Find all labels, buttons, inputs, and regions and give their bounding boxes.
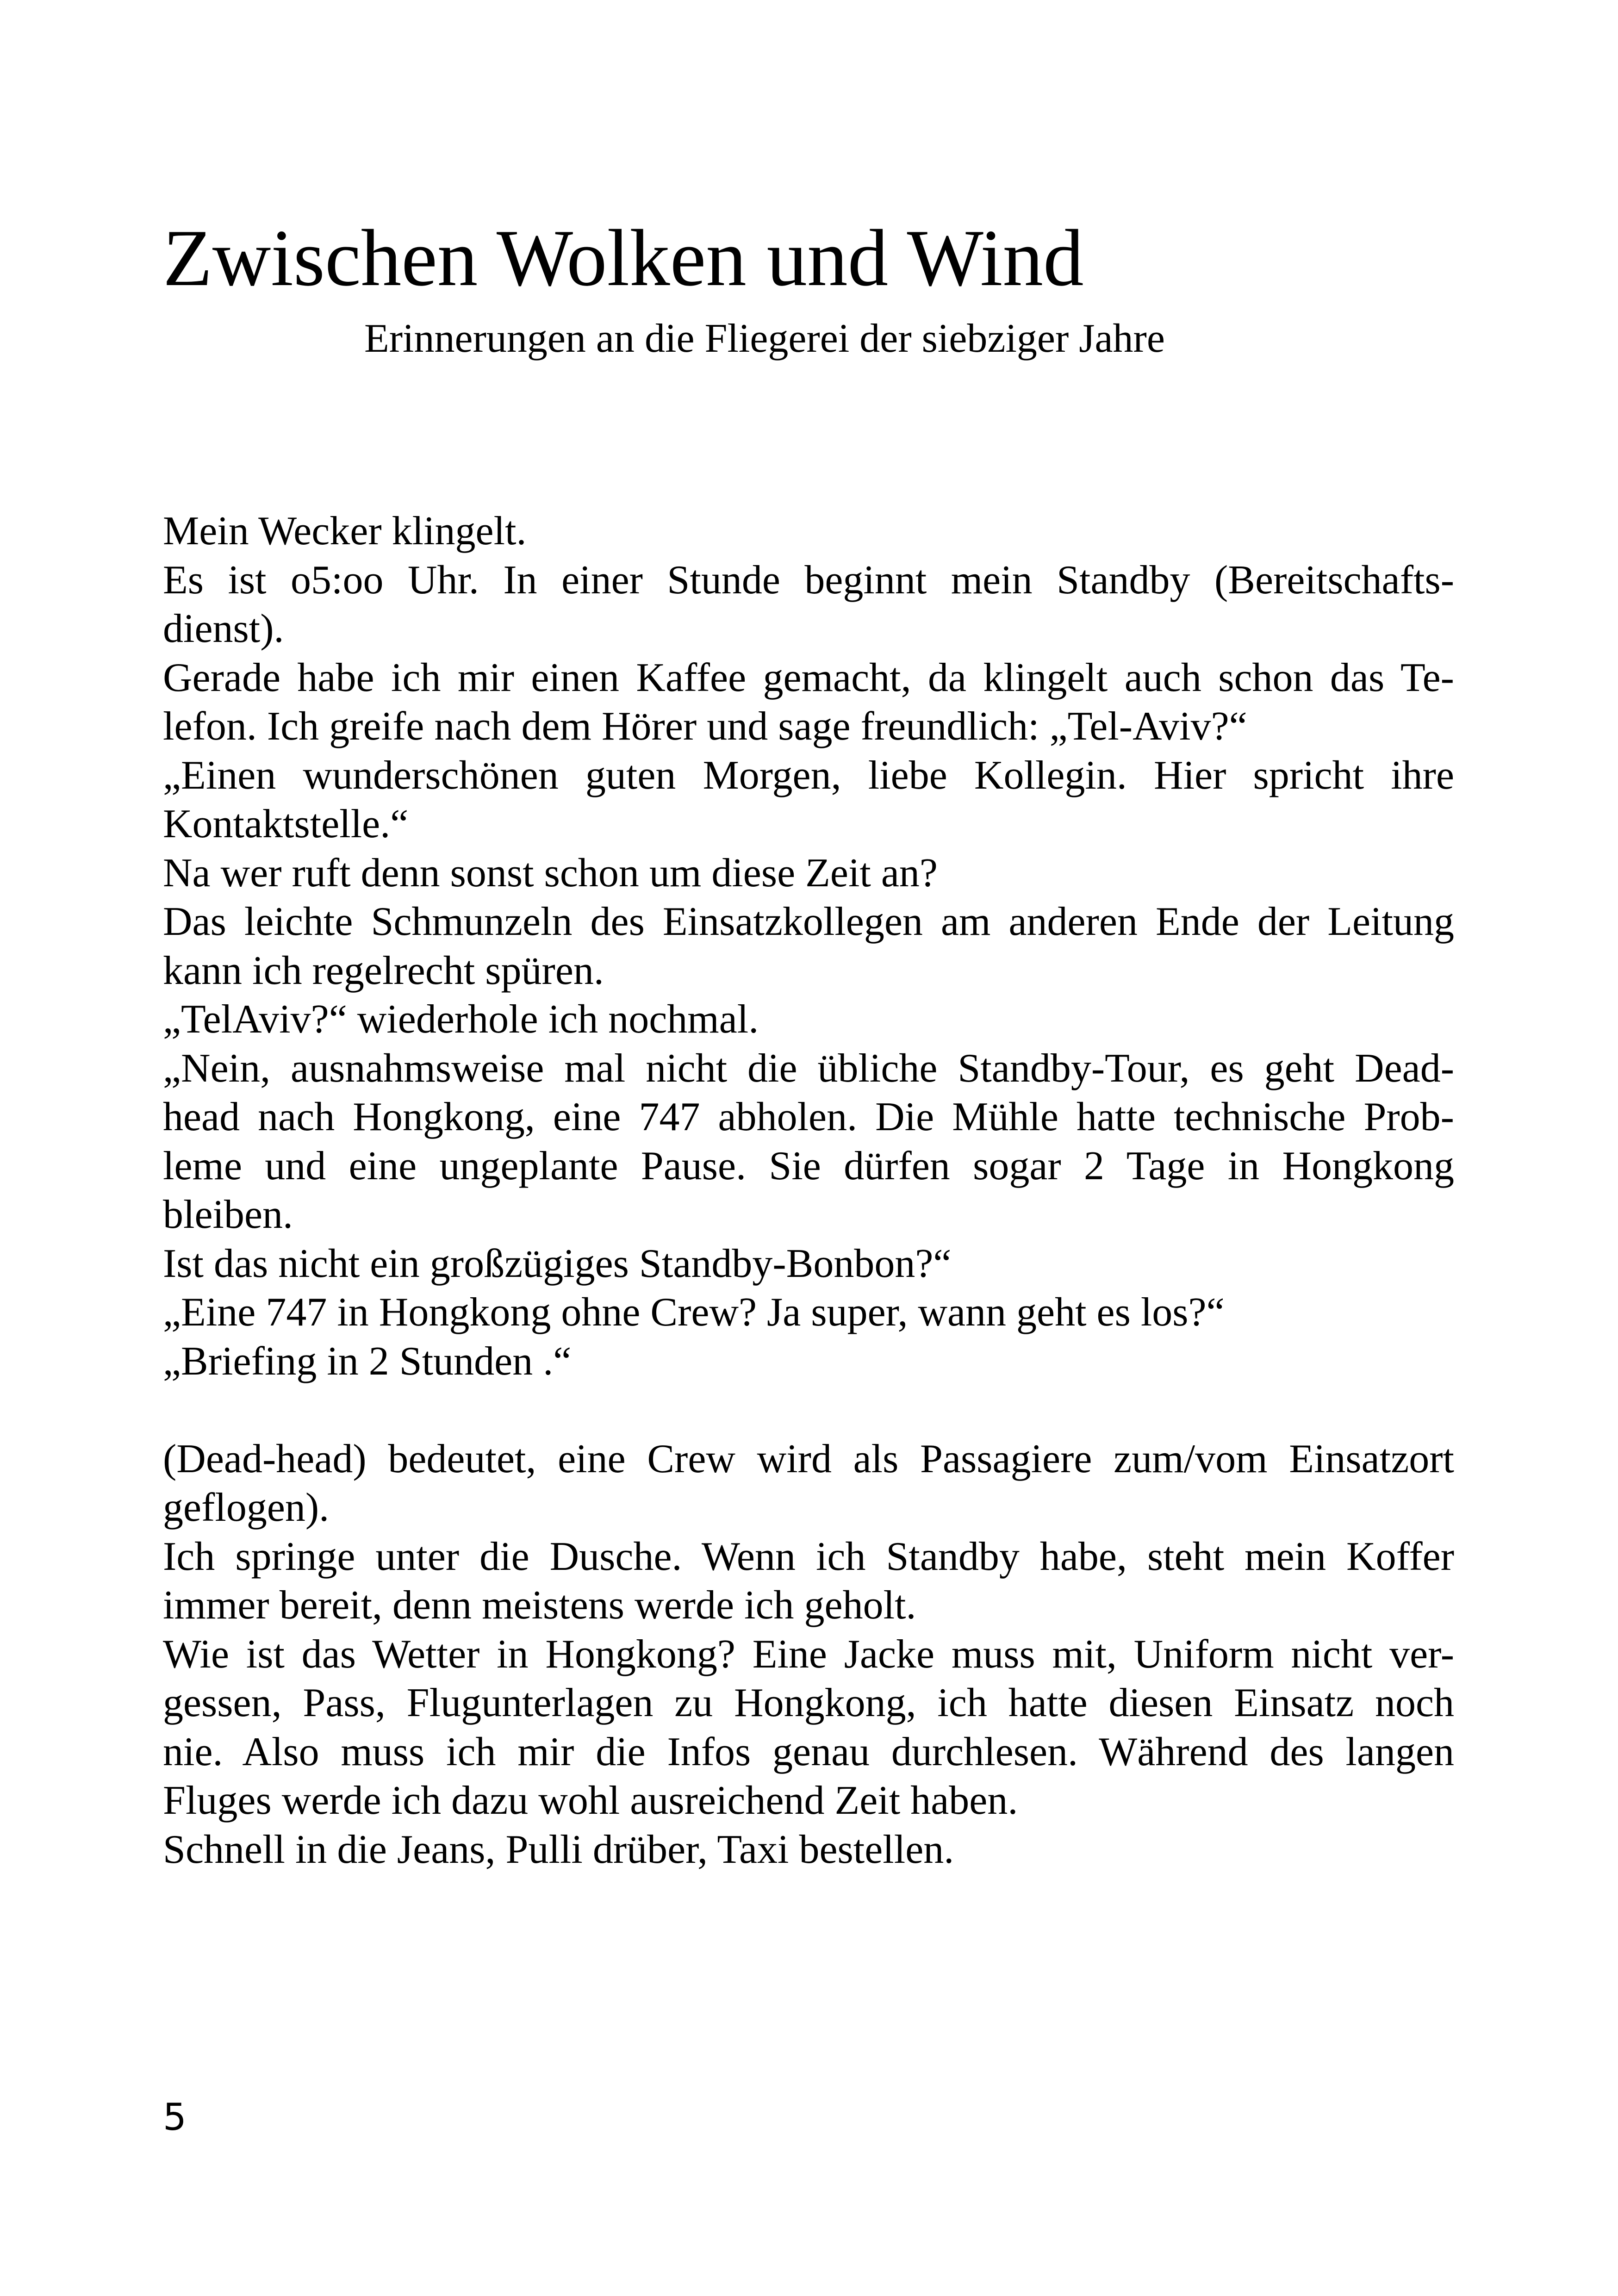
text-line: Gerade habe ich mir einen Kaffee gemacht, da klingelt auch schon das Te- xyxy=(163,655,1454,700)
page-title: Zwischen Wolken und Wind xyxy=(163,213,1084,303)
text-line: Na wer ruft denn sonst schon um diese Zeit an? xyxy=(163,850,938,896)
text-line: Ist das nicht ein großzügiges Standby-Bonbon?“ xyxy=(163,1241,952,1286)
text-line: immer bereit, denn meistens werde ich geholt. xyxy=(163,1583,916,1628)
text-line: Fluges werde ich dazu wohl ausreichend Zeit haben. xyxy=(163,1778,1018,1823)
text-line: Das leichte Schmunzeln des Einsatzkollegen am anderen Ende der Leitung xyxy=(163,899,1454,944)
text-line: Kontaktstelle.“ xyxy=(163,802,409,846)
text-line: Ich springe unter die Dusche. Wenn ich Standby habe, steht mein Koffer xyxy=(163,1534,1454,1579)
text-line: (Dead-head) bedeutet, eine Crew wird als Passagiere zum/vom Einsatzort xyxy=(163,1436,1454,1481)
blank-line xyxy=(163,1386,1454,1435)
text-line: head nach Hongkong, eine 747 abholen. Die Mühle hatte technische Prob- xyxy=(163,1095,1454,1139)
text-line: „Eine 747 in Hongkong ohne Crew? Ja super, wann geht es los?“ xyxy=(163,1290,1225,1335)
page-number: 5 xyxy=(163,2096,187,2139)
page-subtitle: Erinnerungen an die Fliegerei der siebziger Jahre xyxy=(364,316,1165,361)
text-line: „TelAviv?“ wiederhole ich nochmal. xyxy=(163,997,759,1042)
text-line: Mein Wecker klingelt. xyxy=(163,509,527,554)
text-line: Schnell in die Jeans, Pulli drüber, Taxi bestellen. xyxy=(163,1827,954,1872)
text-line: „Nein, ausnahmsweise mal nicht die übliche Standby-Tour, es geht Dead- xyxy=(163,1045,1454,1091)
text-line: dienst). xyxy=(163,606,284,651)
body-text xyxy=(163,507,1454,1874)
text-line: nie. Also muss ich mir die Infos genau durchlesen. Während des langen xyxy=(163,1729,1454,1774)
text-line: geflogen). xyxy=(163,1485,330,1530)
text-line: Wie ist das Wetter in Hongkong? Eine Jacke muss mit, Uniform nicht ver- xyxy=(163,1631,1454,1677)
text-line: „Einen wunderschönen guten Morgen, liebe Kollegin. Hier spricht ihre xyxy=(163,753,1454,798)
text-line: lefon. Ich greife nach dem Hörer und sage freundlich: „Tel-Aviv?“ xyxy=(163,704,1247,749)
text-line: gessen, Pass, Flugunterlagen zu Hongkong, ich hatte diesen Einsatz noch xyxy=(163,1680,1454,1725)
text-line: Es ist o5:oo Uhr. In einer Stunde beginnt mein Standby (Bereitschafts- xyxy=(163,557,1454,603)
text-line: kann ich regelrecht spüren. xyxy=(163,948,604,993)
text-line: bleiben. xyxy=(163,1192,293,1237)
text-line: „Briefing in 2 Stunden .“ xyxy=(163,1338,572,1384)
text-line: leme und eine ungeplante Pause. Sie dürfen sogar 2 Tage in Hongkong xyxy=(163,1143,1454,1188)
